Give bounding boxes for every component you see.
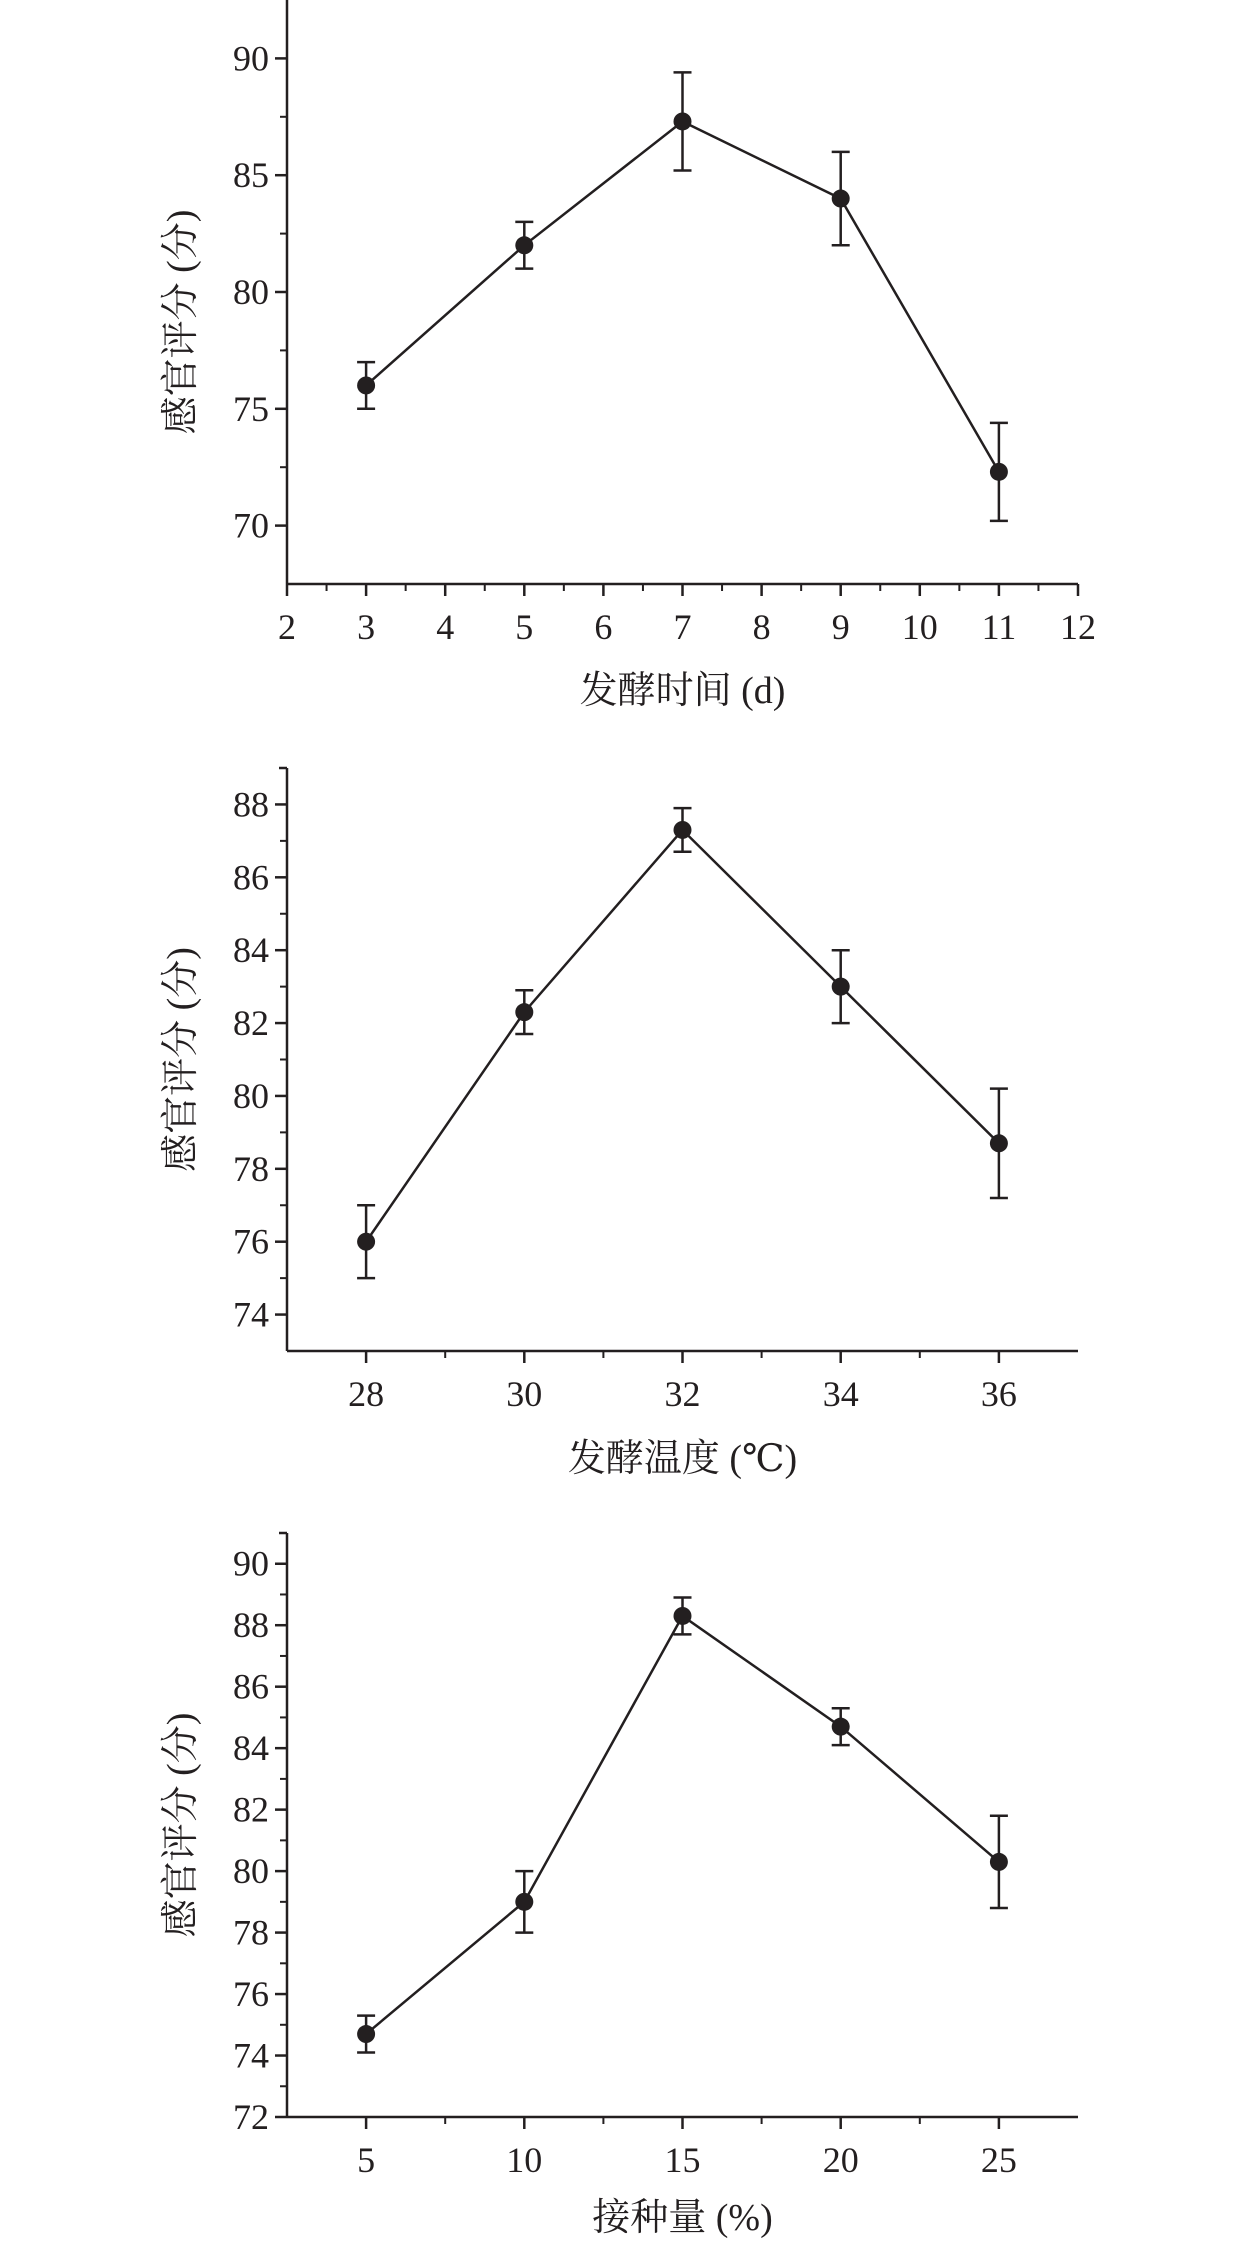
x-tick-label: 10 [901, 607, 938, 647]
y-tick-label: 74 [233, 1294, 269, 1335]
x-tick-label: 12 [1060, 607, 1096, 647]
series-line [366, 1616, 999, 2034]
x-axis-title: 发酵时间 (d) [579, 670, 786, 712]
x-tick-label: 30 [506, 1374, 543, 1414]
data-point [515, 1003, 533, 1021]
x-tick-label: 7 [673, 607, 692, 647]
y-tick-label: 80 [233, 272, 269, 312]
data-point [832, 190, 850, 208]
y-tick-label: 80 [233, 1075, 269, 1116]
x-tick-label: 4 [436, 607, 455, 647]
y-tick-label: 76 [233, 1974, 269, 2015]
data-point [990, 463, 1008, 481]
y-tick-label: 84 [233, 1728, 269, 1769]
y-tick-label: 90 [233, 1543, 269, 1584]
data-point [832, 978, 850, 996]
data-point [674, 1607, 692, 1625]
y-axis-title: 感官评分 (分) [160, 947, 202, 1172]
chart-fermentation-time [160, 0, 1096, 712]
data-point [515, 236, 533, 254]
x-tick-label: 34 [822, 1374, 859, 1414]
data-point [990, 1134, 1008, 1152]
y-tick-label: 88 [233, 784, 269, 825]
x-tick-label: 20 [822, 2140, 859, 2180]
y-tick-label: 70 [233, 505, 269, 546]
x-tick-label: 36 [980, 1374, 1017, 1414]
data-point [832, 1718, 850, 1736]
x-tick-label: 2 [278, 607, 296, 647]
y-tick-label: 75 [233, 388, 269, 429]
x-axis-title: 发酵温度 (℃) [567, 1438, 798, 1480]
x-tick-label: 3 [357, 607, 376, 647]
data-point [357, 2025, 375, 2043]
x-axis-title: 接种量 (%) [592, 2197, 773, 2239]
x-tick-label: 8 [752, 607, 771, 647]
y-tick-label: 86 [233, 857, 269, 898]
y-tick-label: 74 [233, 2035, 269, 2076]
data-point [515, 1893, 533, 1911]
y-tick-label: 78 [233, 1912, 269, 1953]
x-tick-label: 10 [506, 2140, 543, 2180]
x-tick-label: 15 [664, 2140, 701, 2180]
series-line [366, 122, 999, 472]
x-tick-label: 11 [981, 607, 1017, 647]
y-tick-label: 76 [233, 1221, 269, 1262]
x-tick-label: 9 [831, 607, 850, 647]
y-tick-label: 90 [233, 38, 269, 79]
data-point [674, 112, 692, 130]
x-tick-label: 28 [348, 1374, 385, 1414]
y-tick-label: 84 [233, 930, 269, 971]
x-tick-label: 32 [664, 1374, 701, 1414]
chart-fermentation-temperature [160, 768, 1078, 1480]
chart-inoculum-amount [160, 1533, 1078, 2239]
x-tick-label: 5 [357, 2140, 376, 2180]
y-tick-label: 86 [233, 1666, 269, 1707]
y-axis-title: 感官评分 (分) [160, 209, 202, 435]
x-tick-label: 5 [515, 607, 534, 647]
data-point [990, 1853, 1008, 1871]
x-tick-label: 6 [594, 607, 613, 647]
data-point [357, 376, 375, 394]
y-tick-label: 72 [233, 2097, 269, 2137]
y-tick-label: 80 [233, 1851, 269, 1892]
y-tick-label: 82 [233, 1789, 269, 1830]
y-tick-label: 78 [233, 1148, 269, 1189]
x-tick-label: 25 [980, 2140, 1017, 2180]
y-axis-title: 感官评分 (分) [160, 1712, 202, 1938]
y-tick-label: 85 [233, 155, 269, 196]
data-point [357, 1233, 375, 1251]
y-tick-label: 82 [233, 1003, 269, 1044]
y-tick-label: 88 [233, 1605, 269, 1646]
series-line [366, 830, 999, 1242]
data-point [674, 821, 692, 839]
